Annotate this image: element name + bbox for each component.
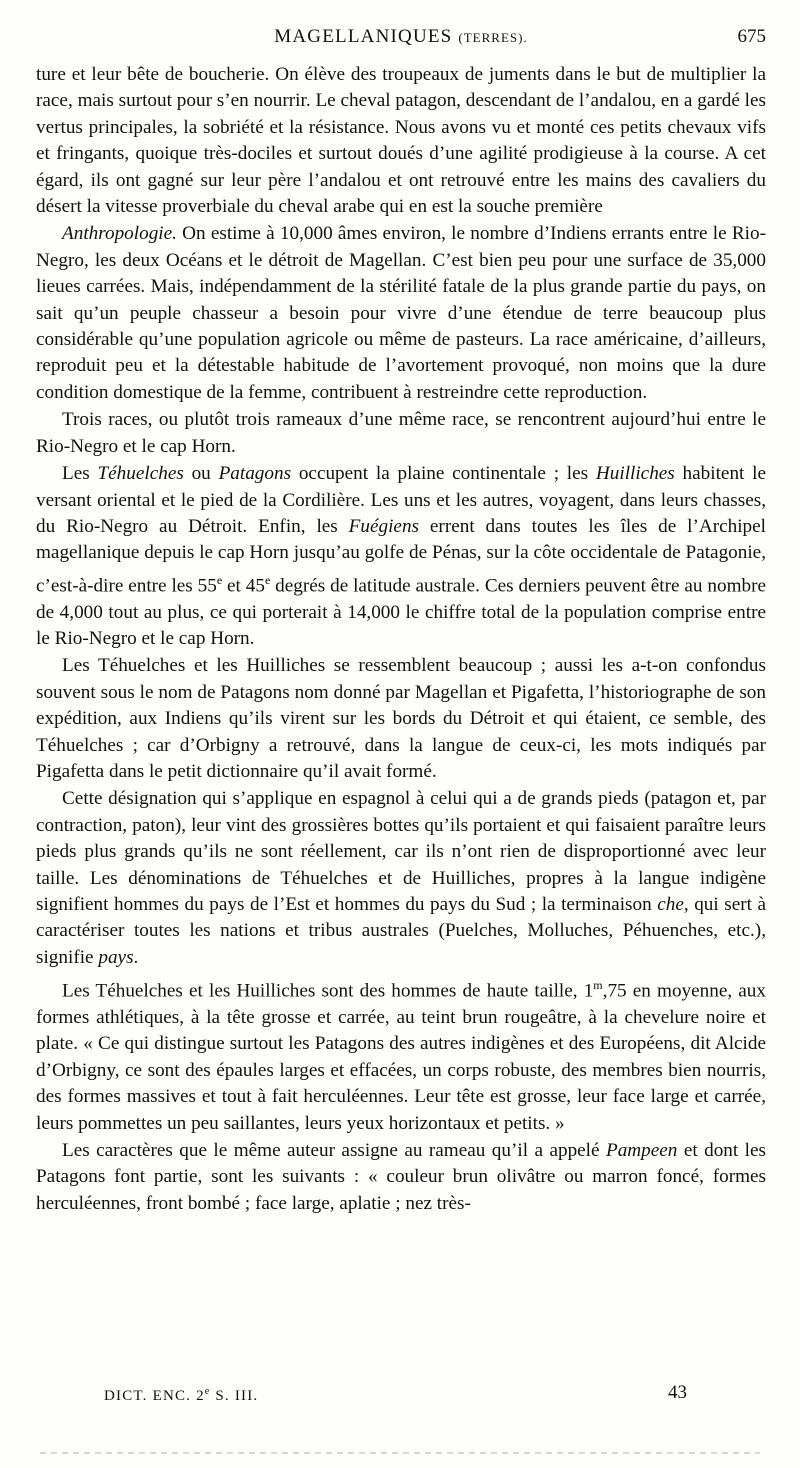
text-run: , qui sert à caractériser toutes les nations et tribus australes (Puelches, Molluches, Péhuenches, etc.), signifie xyxy=(36,893,766,968)
page-number: 675 xyxy=(737,26,766,47)
text-run: Cette désignation qui s’applique en espagnol à celui qui a de grands pieds (patagon et, par contraction, paton), leur vint des grossières bottes qu’ils portaient et qui faisaient paraître leurs pieds plus grands qu’ils ne sont réellement, car ils n’ont rien de disproportionné avec leur taille. Les dénominations de Téhuelches et de Huilliches, propres à la langue indigène signifient hommes du pays de l’Est et hommes du pays du Sud ; la terminaison xyxy=(36,788,766,915)
bleed-through-line xyxy=(40,1452,760,1454)
text-run: occupent la plaine continentale ; les xyxy=(291,463,596,485)
signature-rest: S. III. xyxy=(210,1388,259,1404)
superscript: e xyxy=(264,572,271,587)
paragraph xyxy=(36,461,766,652)
italic-text: Anthropologie. xyxy=(62,223,177,245)
signature-main: DICT. ENC. 2 xyxy=(104,1388,205,1404)
header-title: MAGELLANIQUES xyxy=(274,26,453,47)
text-run: Les xyxy=(62,463,98,485)
running-title xyxy=(36,26,766,48)
sheet-number: 43 xyxy=(668,1382,687,1403)
text-run: On estime à 10,000 âmes environ, le nombre d’Indiens errants entre le Rio-Negro, les deux Océans et le détroit de Magellan. C’est bien peu pour une surface de 35,000 lieues carrées. Mais, indépendamment de la stérilité fatale de la plus grande partie du pays, on sait qu’un peuple chasseur a besoin pour vivre d’une étendue de terre beaucoup plus considérable qu’une population agricole ou même de pasteurs. La race américaine, d’ailleurs, reproduit peu et la détestable habitude de l’avortement provoqué, non moins que la dure condition domestique de la femme, contribuent à restreindre cette reproduction. xyxy=(36,223,766,403)
paragraph xyxy=(36,786,766,971)
paragraph xyxy=(36,1138,766,1217)
text-run: Les Téhuelches et les Huilliches se ressemblent beaucoup ; aussi les a-t-on confondus souvent sous le nom de Patagons nom donné par Magellan et Pigafetta, l’historiographe de son expédition, aux Indiens qu’ils virent sur les bords du Détroit et qui étaient, ce semble, des Téhuelches ; car d’Orbigny a retrouvé, dans la langue de ceux-ci, les mots indiqués par Pigafetta dans le petit dictionnaire qu’il avait formé. xyxy=(36,655,766,782)
text-run: degrés de latitude australe. Ces derniers peuvent être au nombre de 4,000 tout au plus, ce qui porterait à 14,000 le chiffre total de la population comprise entre le Rio-Negro et le cap Horn. xyxy=(36,575,767,649)
italic-text: Fuégiens xyxy=(348,515,420,537)
printer-signature xyxy=(104,1386,258,1405)
paragraph xyxy=(36,62,766,220)
header-subtitle: (TERRES). xyxy=(458,30,528,45)
text-run: ture et leur bête de boucherie. On élève des troupeaux de juments dans le but de multiplier la race, mais surtout pour s’en nourrir. Le cheval patagon, descendant de l’andalou, en a gardé les vertus principales, la sobriété et la résistance. Nous avons vu et monté ces petits chevaux vifs et fringants, quoique très-dociles et surtout doués d’une agilité prodigieuse à la course. A cet égard, ils ont gagné sur leur père l’andalou et ont retrouvé entre les mains des cavaliers du désert la vitesse proverbiale du cheval arabe qui en est la souche première xyxy=(36,64,766,218)
superscript: m xyxy=(593,978,603,993)
text-run: habitent le versant oriental et le pied de la Cordilière. Les uns et les autres, voyagent, dans leurs chasses, du Rio-Negro au Détroit. Enfin, les xyxy=(36,463,766,537)
paragraph xyxy=(36,221,766,406)
text-run: Les Téhuelches et les Huilliches sont des hommes de haute taille, 1 xyxy=(62,980,594,1002)
text-run: et 45 xyxy=(222,575,265,597)
text-run: Trois races, ou plutôt trois rameaux d’une même race, se rencontrent aujourd’hui entre le Rio-Negro et le cap Horn. xyxy=(36,409,766,457)
text-run: Les caractères que le même auteur assigne au rameau qu’il a appelé xyxy=(62,1140,606,1162)
italic-text: Patagons xyxy=(218,463,292,485)
signature-sup: e xyxy=(204,1386,211,1397)
text-run: errent dans toutes les îles de l’Archipel magellanique depuis le cap Horn jusqu’au golfe de Pénas, sur la côte occidentale de Patagonie, c’est-à-dire entre les 55 xyxy=(36,515,766,597)
page-footer xyxy=(36,1382,766,1416)
text-run: ,75 en moyenne, aux formes athlétiques, à la tête grosse et carrée, au teint brun rougeâtre, à la chevelure noire et plate. « Ce qui distingue surtout les Patagons des autres indigènes et des Européens, dit Alcide d’Orbigny, ce sont des épaules larges et effacées, un corps robuste, des membres bien nourris, des formes massives et tout à fait herculéennes. Leur tête est grosse, leur face large et carrée, leurs pommettes un peu saillantes, leurs yeux horizontaux et petits. » xyxy=(36,980,766,1134)
italic-text: Huilliches xyxy=(595,463,675,485)
text-run: et dont les Patagons font partie, sont les suivants : « couleur brun olivâtre ou marron foncé, formes herculéennes, front bombé ; face large, aplatie ; nez très- xyxy=(36,1140,766,1214)
body-text xyxy=(36,62,766,1217)
paragraph xyxy=(36,407,766,460)
italic-text: che xyxy=(657,893,684,915)
italic-text: Téhuelches xyxy=(97,463,184,485)
text-run: ou xyxy=(183,463,219,485)
italic-text: pays xyxy=(98,946,134,968)
paragraph xyxy=(36,653,766,785)
paragraph xyxy=(36,972,766,1137)
superscript: e xyxy=(216,572,223,587)
running-header xyxy=(36,26,766,54)
italic-text: Pampeen xyxy=(605,1140,678,1162)
text-run: . xyxy=(133,946,139,968)
